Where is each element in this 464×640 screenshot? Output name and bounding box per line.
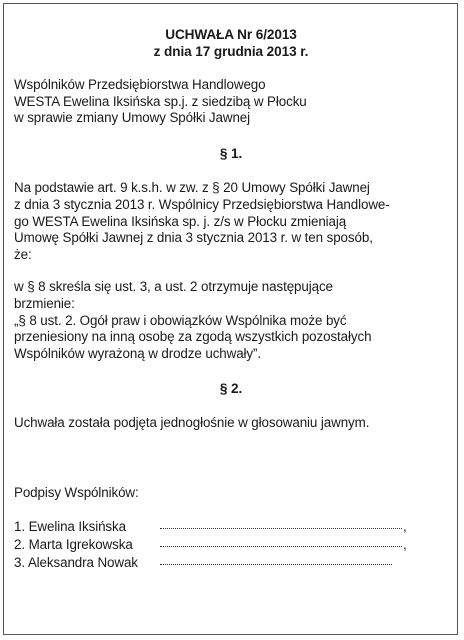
paragraph-line: z dnia 3 stycznia 2013 r. Wspólnicy Przedsiębiorstwa Handlowe- — [14, 196, 390, 212]
signature-line — [160, 517, 402, 529]
signatures-heading: Podpisy Wspólników: — [14, 484, 139, 500]
signature-list — [14, 519, 444, 574]
section-1-paragraph-1 — [14, 180, 444, 263]
signature-row — [14, 555, 444, 573]
signatory-name: 2. Marta Igrekowska — [14, 537, 133, 553]
resolution-document — [14, 26, 444, 574]
section-2-text: Uchwała została podjęta jednogłośnie w głosowaniu jawnym. — [14, 414, 370, 430]
paragraph-line: Umowę Spółki Jawnej z dnia 3 stycznia 2013 r. w ten sposób, — [14, 230, 373, 246]
paragraph-line: Wspólników wyrażoną w drodze uchwały”. — [14, 345, 262, 361]
paragraph-line: Na podstawie art. 9 k.s.h. w zw. z § 20 Umowy Spółki Jawnej — [14, 180, 370, 196]
signatory-name: 3. Aleksandra Nowak — [14, 555, 138, 571]
signature-line — [160, 553, 392, 565]
paragraph-line: brzmienie: — [14, 295, 75, 311]
title-date-line: z dnia 17 grudnia 2013 r. — [153, 44, 309, 59]
signature-line — [160, 535, 402, 547]
intro-line: w sprawie zmiany Umowy Spółki Jawnej — [14, 110, 251, 126]
document-title — [18, 26, 444, 60]
title-line: UCHWAŁA Nr 6/2013 — [165, 27, 297, 42]
section-1-heading: § 1. — [219, 145, 243, 161]
paragraph-line: przeniesiony na inną osobę za zgodą wszystkich pozostałych — [14, 329, 372, 345]
intro-block — [14, 77, 444, 127]
paragraph-line: go WESTA Ewelina Iksińska sp. j. z/s w Płocku zmieniają — [14, 213, 347, 229]
paragraph-line: w § 8 skreśla się ust. 3, a ust. 2 otrzymuje następujące — [14, 279, 333, 295]
section-2-heading: § 2. — [219, 381, 243, 397]
intro-line: WESTA Ewelina Iksińska sp.j. z siedzibą w Płocku — [14, 93, 307, 109]
intro-line: Wspólników Przedsiębiorstwa Handlowego — [14, 77, 266, 92]
signatory-name: 1. Ewelina Iksińska — [14, 519, 126, 535]
signature-line-end: , — [403, 537, 407, 553]
signature-line-end: , — [403, 519, 407, 535]
paragraph-line: że: — [14, 246, 32, 262]
section-1-paragraph-2 — [14, 279, 444, 362]
paragraph-line: „§ 8 ust. 2. Ogół praw i obowiązków Wspólnika może być — [14, 312, 347, 328]
